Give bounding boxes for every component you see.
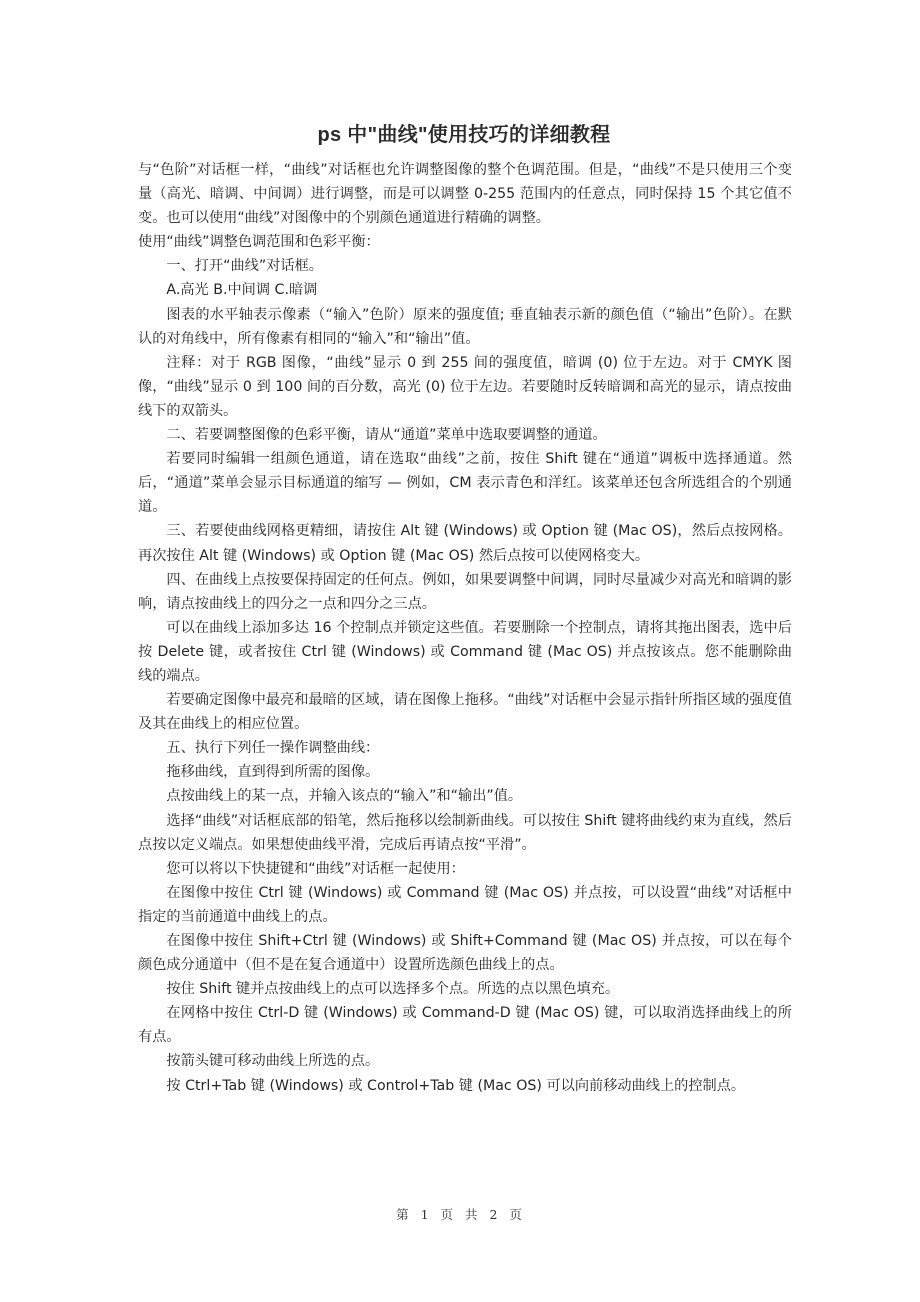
paragraph-shortcut-ctrl-click: 在图像中按住 Ctrl 键 (Windows) 或 Command 键 (Mac OS) 并点按，可以设置“曲线”对话框中指定的当前通道中曲线上的点。 bbox=[138, 884, 792, 925]
paragraph-pencil: 选择“曲线”对话框底部的铅笔，然后拖移以绘制新曲线。可以按住 Shift 键将曲线约束为直线，然后点按以定义端点。如果想使曲线平滑，完成后再请点按“平滑”。 bbox=[138, 812, 792, 853]
paragraph-drag-curve: 拖移曲线，直到得到所需的图像。 bbox=[166, 764, 380, 781]
paragraph-legend: A.高光 B.中间调 C.暗调 bbox=[166, 282, 318, 299]
paragraph-step-3: 三、若要使曲线网格更精细，请按住 Alt 键 (Windows) 或 Option 键 (Mac OS)，然后点按网格。再次按住 Alt 键 (Windows) 或 Option 键 (Mac OS) 然后点按可以使网格变大。 bbox=[138, 523, 792, 564]
paragraph-shortcuts-intro: 您可以将以下快捷键和“曲线”对话框一起使用： bbox=[166, 860, 465, 877]
page-number: 第 1 页 共 2 页 bbox=[396, 1207, 524, 1222]
paragraph-shortcut-tab: 按 Ctrl+Tab 键 (Windows) 或 Control+Tab 键 (Mac OS) 可以向前移动曲线上的控制点。 bbox=[166, 1077, 746, 1094]
paragraph-shortcut-shift-ctrl-click: 在图像中按住 Shift+Ctrl 键 (Windows) 或 Shift+Command 键 (Mac OS) 并点按，可以在每个颜色成分通道中（但不是在复合通道中）设置所选颜色曲线上的点。 bbox=[138, 933, 792, 974]
paragraph-brightest-darkest: 若要确定图像中最亮和最暗的区域，请在图像上拖移。“曲线”对话框中会显示指针所指区域的强度值及其在曲线上的相应位置。 bbox=[138, 692, 792, 733]
paragraph-shortcut-deselect: 在网格中按住 Ctrl-D 键 (Windows) 或 Command-D 键 (Mac OS) 键，可以取消选择曲线上的所有点。 bbox=[138, 1005, 792, 1046]
paragraph-section-heading: 使用“曲线”调整色调范围和色彩平衡： bbox=[138, 234, 380, 251]
paragraph-shortcut-shift-select: 按住 Shift 键并点按曲线上的点可以选择多个点。所选的点以黑色填充。 bbox=[166, 981, 620, 998]
paragraph-step-2: 二、若要调整图像的色彩平衡，请从“通道”菜单中选取要调整的通道。 bbox=[166, 427, 607, 444]
paragraph-axis-description: 图表的水平轴表示像素（“输入”色阶）原来的强度值; 垂直轴表示新的颜色值（“输出”色阶）。在默认的对角线中，所有像素有相同的“输入”和“输出”值。 bbox=[138, 306, 792, 347]
document-title: ps 中"曲线"使用技巧的详细教程 bbox=[317, 124, 611, 146]
paragraph-note: 注释：对于 RGB 图像，“曲线”显示 0 到 255 间的强度值，暗调 (0) 位于左边。对于 CMYK 图像，“曲线”显示 0 到 100 间的百分数，高光 (0) 位于左边。若要随时反转暗调和高光的显示，请点按曲线下的双箭头。 bbox=[138, 354, 792, 419]
paragraph-step-1: 一、打开“曲线”对话框。 bbox=[166, 258, 323, 275]
paragraph-click-point: 点按曲线上的某一点，并输入该点的“输入”和“输出”值。 bbox=[166, 788, 523, 805]
document-body bbox=[138, 158, 792, 1098]
paragraph-shortcut-arrows: 按箭头键可移动曲线上所选的点。 bbox=[166, 1053, 380, 1070]
paragraph-channels: 若要同时编辑一组颜色通道，请在选取“曲线”之前，按住 Shift 键在“通道”调板中选择通道。然后，“通道”菜单会显示目标通道的缩写 — 例如，CM 表示青色和洋红。该菜单还包含所选组合的个别通道。 bbox=[138, 451, 792, 516]
paragraph-intro: 与“色阶”对话框一样，“曲线”对话框也允许调整图像的整个色调范围。但是，“曲线”不是只使用三个变量（高光、暗调、中间调）进行调整，而是可以调整 0-255 范围内的任意点，同时保持 15 个其它值不变。也可以使用“曲线”对图像中的个别颜色通道进行精确的调整。 bbox=[138, 162, 792, 227]
paragraph-step-4: 四、在曲线上点按要保持固定的任何点。例如，如果要调整中间调，同时尽量减少对高光和暗调的影响，请点按曲线上的四分之一点和四分之三点。 bbox=[138, 571, 792, 612]
paragraph-step-5: 五、执行下列任一操作调整曲线： bbox=[166, 740, 380, 757]
paragraph-control-points: 可以在曲线上添加多达 16 个控制点并锁定这些值。若要删除一个控制点，请将其拖出图表，选中后按 Delete 键，或者按住 Ctrl 键 (Windows) 或 Command 键 (Mac OS) 并点按该点。您不能删除曲线的端点。 bbox=[138, 619, 792, 684]
